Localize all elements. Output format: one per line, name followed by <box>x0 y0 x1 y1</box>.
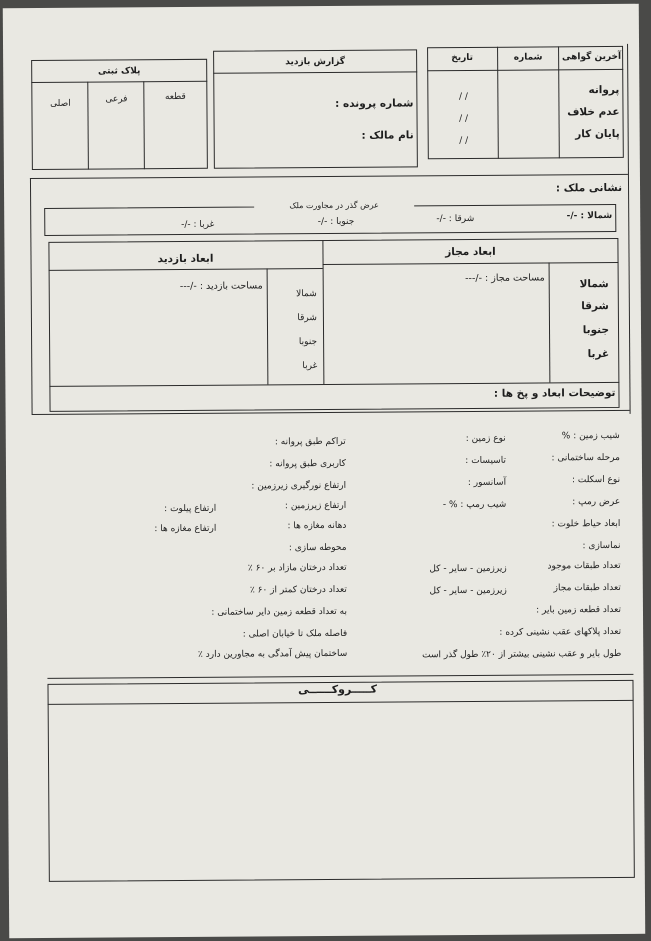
visited-side-east: شرقا <box>297 313 317 324</box>
visited-side-south: جنوبا <box>298 337 318 348</box>
passage-west: غربا : -/- <box>181 219 215 230</box>
visited-dims-title: ابعاد بازدید <box>157 252 214 266</box>
visit-report-title: گزارش بازدید <box>285 56 346 68</box>
detail-trees-over: تعداد درختان مازاد بر ۶۰ ٪ <box>247 562 347 574</box>
passage-north: شمالا : -/- <box>566 210 613 222</box>
visited-side-north: شمالا <box>296 289 317 300</box>
detail-pilot-height: ارتفاع پیلوت : <box>164 503 217 515</box>
detail-built-plots: به تعداد قطعه زمین دایر ساختمانی : <box>211 606 348 618</box>
address-label: نشانی ملک : <box>555 181 623 195</box>
allowed-side-west: غربا <box>587 348 610 361</box>
sketch-box <box>47 680 634 882</box>
header-date: تاریخ <box>451 52 474 64</box>
detail-existing-floors-breakdown: زیرزمین - سایر - کل <box>429 563 507 575</box>
row-label-no-violation: عدم خلاف <box>567 105 620 119</box>
passage-south: جنوبا : -/- <box>317 216 355 228</box>
row-label-completion: پایان کار <box>575 127 620 141</box>
header-last-action: آخرین گواهی <box>561 51 622 63</box>
passage-width-title: عرض گذر در مجاورت ملک <box>254 199 414 212</box>
detail-elevator: آسانسور : <box>467 477 507 488</box>
row-label-license: پروانه <box>588 83 620 97</box>
detail-trees-under: تعداد درختان کمتر از ۶۰ ٪ <box>249 584 347 596</box>
detail-ramp-slope: شیب رمپ : % - <box>442 499 507 511</box>
detail-setback-plaques: تعداد پلاکهای عقب نشینی کرده : <box>499 626 622 638</box>
detail-shop-height: ارتفاع مغازه ها : <box>154 523 217 535</box>
plaque-col-sub: فرعی <box>105 94 128 105</box>
plaque-col-section: قطعه <box>164 91 186 103</box>
detail-allowed-floors: تعداد طبقات مجاز <box>553 582 621 594</box>
detail-facade: نماسازی : <box>582 540 621 552</box>
detail-facilities: تاسیسات : <box>465 455 506 467</box>
detail-existing-floors: تعداد طبقات موجود <box>547 560 621 572</box>
detail-ramp-width: عرض رمپ : <box>572 496 621 508</box>
allowed-side-east: شرقا <box>581 300 609 313</box>
passage-east: شرقا : -/- <box>436 213 475 225</box>
allowed-dims-title: ابعاد مجاز <box>445 245 496 259</box>
sketch-title: کـــــروکــــــی <box>297 682 378 697</box>
detail-vacant-plots: تعداد قطعه زمین بایر : <box>536 604 622 616</box>
detail-basement-height: ارتفاع زیرزمین : <box>284 500 347 512</box>
detail-construction-stage: مرحله ساختمانی : <box>551 452 620 464</box>
detail-allowed-floors-breakdown: زیرزمین - سایر - کل <box>429 585 507 597</box>
row-date-completion: / / <box>459 135 469 147</box>
allowed-side-north: شمالا <box>579 278 609 291</box>
detail-projection-neighbors: ساختمان پیش آمدگی به مجاورین دارد ٪ <box>197 648 348 660</box>
detail-usage: کاربری طبق پروانه : <box>269 458 346 470</box>
detail-vacant-length: طول بایر و عقب نشینی بیشتر از ۲۰٪ طول گذر است <box>422 648 622 661</box>
allowed-side-south: جنوبا <box>582 324 610 337</box>
file-number-label: شماره پرونده : <box>335 97 414 110</box>
detail-land-type: نوع زمین : <box>465 433 506 445</box>
row-date-license: / / <box>458 91 468 103</box>
detail-landscaping: محوطه سازی : <box>288 542 347 554</box>
detail-basement-light-height: ارتفاع نورگیری زیرزمین : <box>251 480 347 492</box>
detail-slope: شیب زمین : % <box>561 430 620 442</box>
plaque-col-main: اصلی <box>50 98 71 109</box>
detail-distance-main-street: فاصله ملک تا خیابان اصلی : <box>242 628 348 640</box>
owner-label: نام مالک : <box>361 129 414 142</box>
detail-shop-openings: دهانه مغازه ها : <box>287 520 347 532</box>
detail-frame-type: نوع اسکلت : <box>571 474 621 486</box>
visited-area: مساحت بازدید : -/--- <box>179 280 263 293</box>
visited-side-west: غربا <box>302 361 318 372</box>
allowed-area: مساحت مجاز : -/--- <box>465 272 545 285</box>
detail-light-well: ابعاد حیاط خلوت : <box>551 518 621 530</box>
header-number: شماره <box>513 52 543 63</box>
form-paper <box>3 4 645 938</box>
detail-density: تراکم طبق پروانه : <box>274 436 346 448</box>
dims-notes-label: توضیحات ابعاد و پخ ها : <box>493 386 616 400</box>
row-date-no-violation: / / <box>459 113 469 125</box>
plaque-title: پلاک ثبتی <box>97 66 141 77</box>
